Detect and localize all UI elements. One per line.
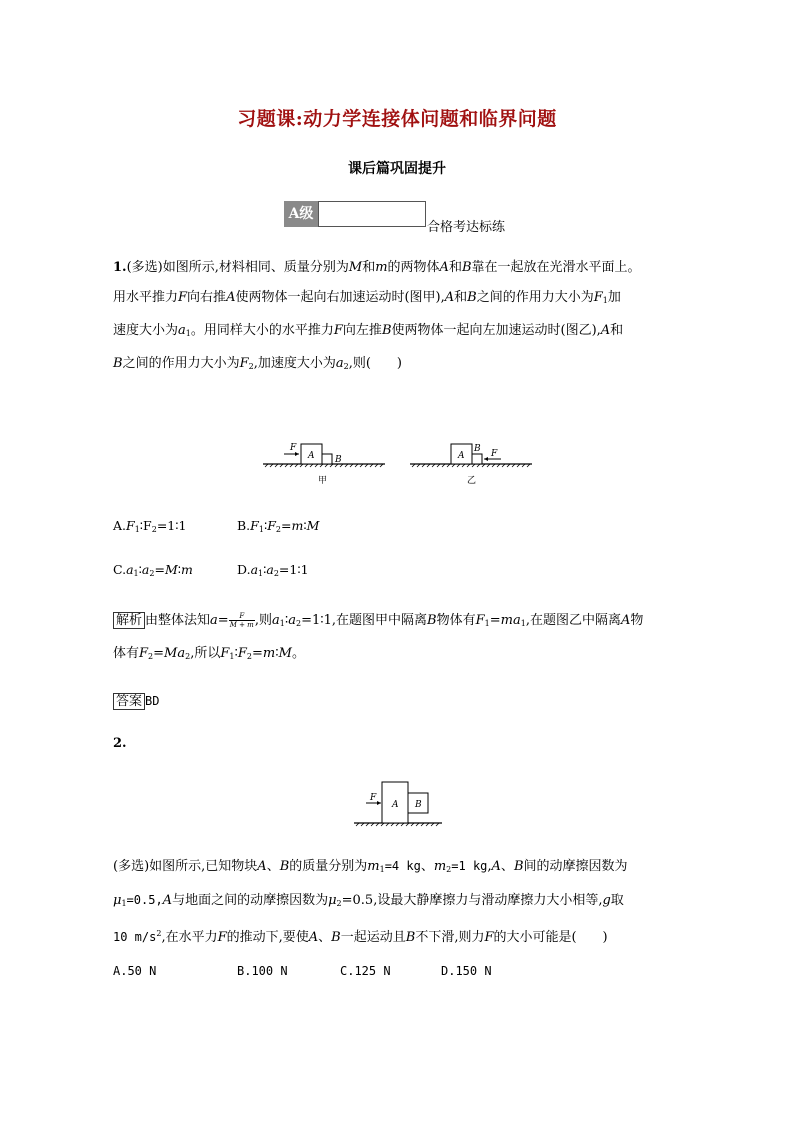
analysis-line-2 bbox=[113, 639, 693, 672]
var-F: F bbox=[484, 930, 494, 945]
text: 靠在一起放在光滑水平面上。 bbox=[471, 260, 641, 275]
text: 体有 bbox=[113, 646, 140, 661]
analysis-line-1 bbox=[113, 606, 693, 639]
text: 向左推 bbox=[342, 323, 382, 338]
text: ,加速度大小为 bbox=[253, 356, 336, 371]
var-m: m bbox=[375, 260, 388, 275]
question-number: 1. bbox=[113, 260, 127, 275]
text: 物体有 bbox=[436, 613, 476, 628]
var-F: F bbox=[220, 646, 230, 661]
subscript: 1 bbox=[279, 619, 285, 628]
var-A: A bbox=[226, 290, 236, 305]
var-B: B bbox=[279, 859, 290, 874]
text: 使两物体一起向左加速运动时(图乙), bbox=[391, 323, 601, 338]
text: 和 bbox=[610, 323, 624, 338]
q2-option-A[interactable]: A.50 N bbox=[113, 964, 157, 978]
label-F: F bbox=[290, 443, 297, 453]
subscript: 1 bbox=[134, 525, 140, 534]
level-header bbox=[284, 201, 426, 227]
var-F: F bbox=[139, 646, 149, 661]
caption-jia: 甲 bbox=[318, 476, 328, 486]
var-m: m bbox=[367, 859, 380, 874]
text: 。用同样大小的水平推力 bbox=[190, 323, 334, 338]
var-M: M bbox=[164, 646, 178, 661]
text: =1∶1 bbox=[156, 518, 187, 533]
q2-option-D[interactable]: D.150 N bbox=[441, 964, 492, 978]
subscript: 2 bbox=[295, 619, 302, 628]
page-title: 习题课:动力学连接体问题和临界问题 bbox=[237, 108, 557, 130]
label-A: A bbox=[458, 451, 465, 461]
var-a: a bbox=[250, 562, 259, 577]
text: 、 bbox=[318, 930, 332, 945]
subscript: 1 bbox=[229, 652, 235, 661]
answer-label: 答案 bbox=[113, 693, 145, 710]
var-F: F bbox=[239, 356, 249, 371]
question-2-stem bbox=[113, 851, 693, 953]
figure-jia bbox=[263, 443, 385, 486]
text: = bbox=[153, 646, 165, 661]
superscript: 2 bbox=[156, 929, 162, 938]
var-B: B bbox=[405, 930, 416, 945]
text: 。 bbox=[291, 646, 305, 661]
var-A: A bbox=[444, 290, 455, 305]
text: 的两物体 bbox=[387, 260, 440, 275]
text: 和 bbox=[448, 260, 462, 275]
q2-line-1: (多选)如图所示,已知物块A、B的质量分别为$m_1=4$ kg、$m_2=1$ kg,A、B间的动摩擦因数为 bbox=[113, 859, 628, 874]
text: 向右推 bbox=[187, 290, 227, 305]
text: 如图所示,材料相同、质量分别为 bbox=[162, 260, 349, 275]
label-B: B bbox=[415, 800, 422, 810]
var-B: B bbox=[381, 323, 392, 338]
var-a: a bbox=[177, 646, 186, 661]
text: 不下滑,则力 bbox=[415, 930, 485, 945]
value-m1: =4 kg bbox=[384, 859, 421, 873]
var-B: B bbox=[513, 859, 524, 874]
var-a: a bbox=[335, 356, 344, 371]
var-M: M bbox=[164, 562, 178, 577]
var-A: A bbox=[600, 323, 611, 338]
var-m: m bbox=[181, 562, 193, 577]
var-m: m bbox=[262, 646, 276, 661]
answer-value: BD bbox=[145, 694, 160, 708]
var-M: M bbox=[278, 646, 292, 661]
question-number: 2. bbox=[113, 736, 127, 751]
text: ∶ bbox=[177, 562, 182, 577]
q2-option-C[interactable]: C.125 N bbox=[340, 964, 391, 978]
block-B bbox=[472, 454, 482, 464]
subscript: 2 bbox=[246, 652, 252, 661]
var-F: F bbox=[250, 518, 259, 533]
text: 取 bbox=[610, 893, 624, 908]
text: = bbox=[281, 518, 292, 533]
subscript: 1 bbox=[258, 569, 264, 578]
text: 用水平推力 bbox=[113, 290, 179, 305]
var-B: B bbox=[467, 290, 477, 305]
var-a: a bbox=[271, 613, 280, 628]
var-F: F bbox=[237, 646, 247, 661]
var-B: B bbox=[427, 613, 437, 628]
var-A: A bbox=[257, 859, 267, 874]
text: ∶ bbox=[138, 562, 142, 577]
option-A[interactable] bbox=[113, 518, 186, 534]
q2-line-3 bbox=[113, 919, 693, 953]
q1-line-1 bbox=[113, 253, 693, 283]
var-mu: μ bbox=[328, 893, 337, 908]
var-F: F bbox=[178, 290, 188, 305]
text: 如图所示,已知物块 bbox=[149, 859, 258, 874]
text: ,则( ) bbox=[348, 356, 402, 371]
label-A: A bbox=[392, 800, 399, 810]
subscript: 2 bbox=[151, 525, 157, 534]
var-M: M bbox=[306, 518, 320, 533]
option-B[interactable] bbox=[237, 518, 319, 534]
var-F: F bbox=[126, 518, 135, 533]
option-letter: A. bbox=[113, 518, 127, 533]
option-C[interactable] bbox=[113, 562, 193, 578]
var-B: B bbox=[331, 930, 341, 945]
text: 和 bbox=[454, 290, 468, 305]
question-1-answer bbox=[113, 686, 693, 717]
label-F: F bbox=[491, 449, 498, 459]
level-label: 合格考达标练 bbox=[427, 220, 506, 235]
block-B bbox=[322, 454, 332, 464]
var-g: g bbox=[602, 893, 611, 908]
subscript: 1 bbox=[520, 619, 526, 628]
var-a: a bbox=[266, 562, 274, 577]
page-subtitle: 课后篇巩固提升 bbox=[348, 161, 446, 177]
subscript: 2 bbox=[275, 525, 281, 534]
var-M: M bbox=[348, 260, 363, 275]
value-g: 10 m/s bbox=[113, 930, 157, 944]
analysis-label: 解析 bbox=[113, 612, 145, 629]
question-2-number bbox=[113, 729, 693, 759]
text: 、 bbox=[500, 859, 514, 874]
text: 间的动摩擦因数为 bbox=[523, 859, 628, 874]
label-A: A bbox=[308, 451, 315, 461]
arrow-head bbox=[377, 801, 381, 805]
label-B: B bbox=[474, 444, 481, 454]
value-m2: =1 kg bbox=[451, 859, 488, 873]
option-letter: D. bbox=[237, 562, 251, 577]
var-m: m bbox=[433, 859, 447, 874]
subscript: 1 bbox=[121, 899, 127, 908]
text: ∶ bbox=[284, 613, 289, 628]
text: ,在水平力 bbox=[161, 930, 218, 945]
q1-line-2 bbox=[113, 283, 693, 316]
subscript: 2 bbox=[446, 865, 452, 874]
option-letter: C. bbox=[113, 562, 127, 577]
level-blank-box bbox=[318, 201, 426, 227]
arrow-head bbox=[484, 457, 488, 461]
text: ∶F bbox=[139, 518, 152, 533]
text: ∶ bbox=[303, 518, 307, 533]
q2-option-B[interactable]: B.100 N bbox=[237, 964, 288, 978]
fraction bbox=[229, 612, 255, 629]
caption-yi: 乙 bbox=[467, 476, 477, 486]
text: 、 bbox=[420, 859, 434, 874]
multi-select-tag: (多选) bbox=[126, 260, 163, 275]
subscript: 2 bbox=[248, 362, 254, 371]
value-mu2: =0.5,设最大静摩擦力与滑动摩擦力大小相等, bbox=[341, 893, 603, 908]
var-mu: μ bbox=[113, 893, 122, 908]
text: ,在题图乙中隔离 bbox=[525, 613, 621, 628]
label-F: F bbox=[370, 793, 377, 803]
subscript: 1 bbox=[185, 329, 191, 338]
level-tag: A级 bbox=[284, 201, 318, 227]
question-1-analysis bbox=[113, 606, 693, 672]
var-m: m bbox=[291, 518, 304, 533]
text: ∶ bbox=[234, 646, 238, 661]
var-A: A bbox=[620, 613, 631, 628]
var-m: m bbox=[500, 613, 513, 628]
option-letter: B. bbox=[237, 518, 251, 533]
text: = bbox=[489, 613, 501, 628]
figure-yi bbox=[410, 444, 532, 486]
text: = bbox=[217, 613, 229, 628]
text: 和 bbox=[362, 260, 376, 275]
text: 物 bbox=[630, 613, 644, 628]
subscript: 2 bbox=[148, 652, 154, 661]
text: =1∶1,在题图甲中隔离 bbox=[301, 613, 428, 628]
text: 速度大小为 bbox=[113, 323, 179, 338]
var-F: F bbox=[333, 323, 343, 338]
var-a: a bbox=[210, 613, 218, 628]
subscript: 2 bbox=[343, 362, 349, 371]
text: 由整体法知 bbox=[145, 613, 211, 628]
subscript: 2 bbox=[185, 652, 191, 661]
var-a: a bbox=[178, 323, 186, 338]
text: 的大小可能是( ) bbox=[493, 930, 608, 945]
var-A: A bbox=[162, 893, 173, 908]
text: ∶ bbox=[275, 646, 279, 661]
text: 之间的作用力大小为 bbox=[122, 356, 240, 371]
var-A: A bbox=[439, 260, 449, 275]
subscript: 1 bbox=[602, 296, 608, 305]
fraction-numerator: F bbox=[229, 612, 255, 621]
text: 的推动下,要使 bbox=[226, 930, 309, 945]
subscript: 2 bbox=[149, 569, 155, 578]
q1-line-3 bbox=[113, 316, 693, 349]
text: 、 bbox=[266, 859, 280, 874]
text: = bbox=[252, 646, 263, 661]
var-B: B bbox=[113, 356, 123, 371]
q1-line-4 bbox=[113, 349, 693, 382]
text: ,所以 bbox=[190, 646, 221, 661]
text: ∶ bbox=[263, 562, 267, 577]
text: 加 bbox=[607, 290, 621, 305]
text: 的质量分别为 bbox=[289, 859, 368, 874]
subscript: 1 bbox=[133, 569, 139, 578]
subscript: 1 bbox=[484, 619, 490, 628]
var-F: F bbox=[593, 290, 603, 305]
subscript: 2 bbox=[273, 569, 279, 578]
label-B: B bbox=[335, 455, 342, 465]
text: 一起运动且 bbox=[340, 930, 406, 945]
subscript: 1 bbox=[258, 525, 264, 534]
var-a: a bbox=[512, 613, 521, 628]
multi-select-tag: (多选) bbox=[113, 859, 150, 874]
var-a: a bbox=[141, 562, 150, 577]
text: 使两物体一起向右加速运动时(图甲), bbox=[235, 290, 445, 305]
text: ∶ bbox=[263, 518, 268, 533]
text: 之间的作用力大小为 bbox=[476, 290, 594, 305]
var-B: B bbox=[461, 260, 472, 275]
subscript: 2 bbox=[336, 899, 342, 908]
text: 与地面之间的动摩擦因数为 bbox=[172, 893, 329, 908]
var-F: F bbox=[267, 518, 276, 533]
var-F: F bbox=[475, 613, 485, 628]
var-F: F bbox=[217, 930, 227, 945]
question-1-stem bbox=[113, 253, 693, 382]
text: = bbox=[154, 562, 165, 577]
var-a: a bbox=[288, 613, 296, 628]
option-D[interactable] bbox=[237, 562, 309, 578]
question-1-figure bbox=[255, 436, 545, 492]
question-2-figure bbox=[350, 776, 446, 828]
value-mu1: =0.5, bbox=[126, 893, 163, 907]
var-A: A bbox=[308, 930, 319, 945]
q2-line-2 bbox=[113, 885, 693, 919]
text: =1∶1 bbox=[278, 562, 309, 577]
subscript: 1 bbox=[379, 865, 385, 874]
fraction-denominator: M + m bbox=[229, 621, 254, 629]
var-a: a bbox=[126, 562, 134, 577]
var-A: A bbox=[491, 859, 501, 874]
text: ,则 bbox=[254, 613, 272, 628]
